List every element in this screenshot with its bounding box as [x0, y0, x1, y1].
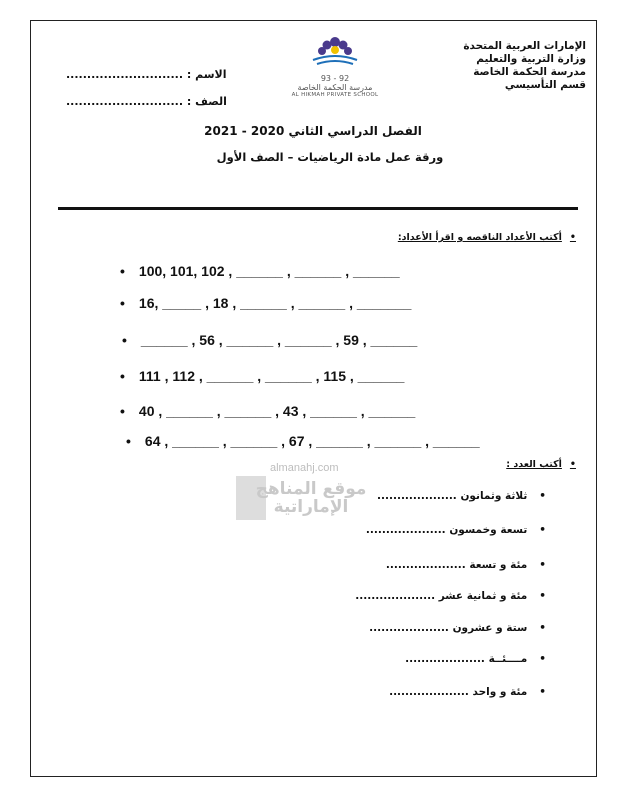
sequence-row [122, 332, 417, 348]
list-item [386, 559, 546, 571]
sequence-text[interactable]: ______ , 56 , ______ , ______ , 59 , ______ [140, 332, 418, 348]
class-label: الصف : [186, 95, 227, 108]
bullet: • [120, 263, 125, 279]
bullet: • [120, 403, 125, 419]
answer-blank[interactable]: .................... [385, 559, 466, 571]
watermark [236, 462, 376, 532]
bullet: • [569, 232, 576, 243]
sequence-text[interactable]: 16, _____ , 18 , ______ , ______ , _______ [138, 295, 412, 311]
watermark-site: almanahj.com [270, 462, 339, 474]
sequence-row [120, 295, 411, 311]
bullet: • [569, 459, 576, 470]
answer-blank[interactable]: .................... [377, 490, 457, 502]
bullet: • [126, 433, 131, 449]
sequence-row [120, 403, 415, 419]
list-item [369, 622, 546, 634]
sequence-text[interactable]: 40 , ______ , ______ , 43 , ______ , ______ [138, 403, 416, 419]
bullet: • [539, 653, 546, 665]
bullet: • [122, 332, 127, 348]
header-line: الإمارات العربية المتحدة [463, 40, 586, 52]
bullet: • [539, 559, 546, 571]
sequence-row [120, 368, 404, 384]
header-line: قسم التأسيسي [504, 79, 586, 91]
item-label: ستة و عشرون [452, 622, 528, 634]
school-header [436, 40, 586, 92]
list-item [389, 686, 546, 698]
list-item [355, 590, 546, 602]
worksheet-title: ورقة عمل مادة الرياضيات – الصف الأول [216, 150, 444, 164]
name-blank[interactable]: ............................ [66, 68, 184, 81]
section1-instruction [398, 232, 576, 243]
sequence-text[interactable]: 64 , ______ , ______ , 67 , ______ , ______ , ______ [144, 433, 480, 449]
header-line: وزارة التربية والتعليم [476, 53, 586, 65]
item-label: مئة و واحد [472, 686, 528, 698]
instruction-text: أكتب الأعداد الناقصه و اقرأ الأعداد: [397, 232, 562, 243]
list-item [405, 653, 546, 665]
bullet: • [539, 590, 546, 602]
logo-year: 93 - 92 [320, 74, 350, 83]
answer-blank[interactable]: .................... [369, 622, 449, 634]
name-label: الاسم : [186, 68, 227, 81]
list-item [366, 524, 546, 536]
class-field[interactable] [66, 95, 227, 108]
name-field[interactable] [66, 68, 227, 81]
item-label: مئة و ثمانية عشر [438, 590, 528, 602]
answer-blank[interactable]: .................... [405, 653, 485, 665]
class-blank[interactable]: ............................ [66, 95, 184, 108]
item-label: مئة و تسعة [469, 559, 528, 571]
answer-blank[interactable]: .................... [389, 686, 469, 698]
section2-instruction [506, 459, 576, 470]
bullet: • [539, 524, 546, 536]
divider [58, 207, 578, 210]
logo-name-en: AL HIKMAH PRIVATE SCHOOL [291, 92, 379, 98]
instruction-text: أكتب العدد : [506, 459, 562, 470]
list-item [377, 490, 546, 502]
item-label: مــــئــة [488, 653, 528, 665]
sequence-text[interactable]: 100, 101, 102 , ______ , ______ , ______ [138, 263, 400, 279]
bullet: • [120, 368, 125, 384]
watermark-text: موقع المناهج الإماراتية [255, 479, 367, 517]
item-label: ثلاثة وثمانون [460, 490, 528, 502]
sequence-text[interactable]: 111 , 112 , ______ , ______ , 115 , ______ [138, 368, 405, 384]
bullet: • [539, 622, 546, 634]
bullet: • [120, 295, 125, 311]
item-label: تسعة وخمسون [449, 524, 528, 536]
sequence-row [126, 433, 480, 449]
semester-title: الفصل الدراسي الثاني 2020 - 2021 [204, 124, 422, 138]
answer-blank[interactable]: .................... [355, 590, 436, 602]
answer-blank[interactable]: .................... [365, 524, 446, 536]
bullet: • [539, 490, 546, 502]
logo-name-ar: مدرسة الحكمة الخاصة [297, 83, 373, 92]
school-logo [280, 34, 390, 100]
bullet: • [539, 686, 546, 698]
sequence-row [120, 263, 400, 279]
school-emblem-icon [305, 34, 365, 74]
header-line: مدرسة الحكمة الخاصة [473, 66, 586, 78]
